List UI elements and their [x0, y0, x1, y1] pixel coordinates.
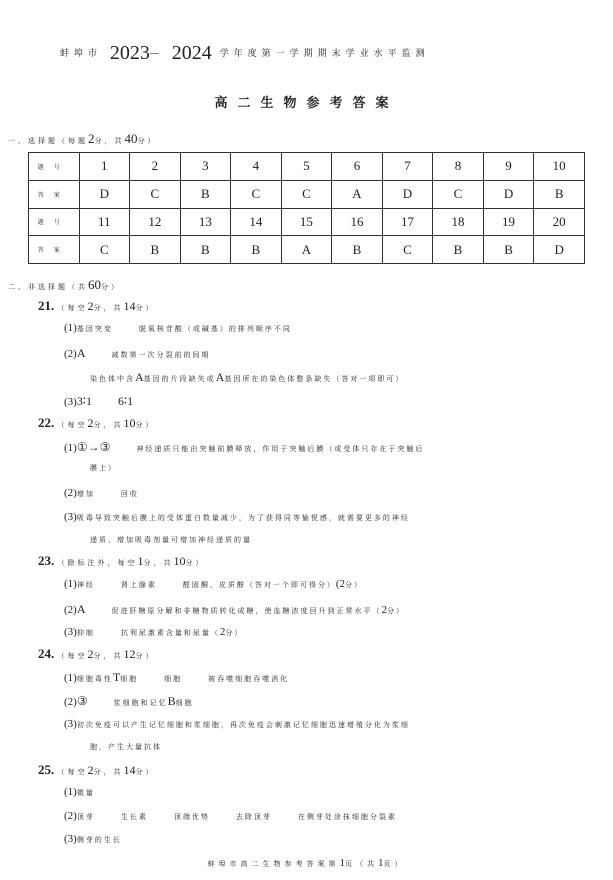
answer-text: 递质，增加吸毒剂量可增加神经递质的量	[90, 536, 252, 544]
answer-text: 染色体中含	[90, 375, 135, 383]
q21-part1	[64, 322, 292, 334]
table-cell: B	[483, 236, 534, 264]
table-cell: B	[534, 180, 585, 208]
page-title: 高二生物参考答案	[214, 96, 399, 111]
meta-text: 分，共	[93, 768, 124, 776]
section1-per: 2	[88, 131, 95, 146]
part-number: (2)	[64, 487, 77, 499]
answer-text: A	[135, 370, 144, 384]
table-cell: C	[382, 236, 433, 264]
answer-text: 醛固酮、皮质醇（答对一个即可得分）	[182, 581, 336, 589]
part-number: (2)	[64, 348, 77, 360]
table-cell: 9	[483, 153, 534, 181]
q24-part1	[64, 670, 289, 685]
answer-text: 抑制	[76, 629, 95, 637]
header-city: 蚌埠市	[60, 49, 103, 59]
row-label-question: 题号	[29, 153, 80, 181]
meta-per: 2	[87, 763, 94, 777]
answer-text: 微量	[76, 789, 95, 797]
answer-text: 2	[381, 604, 387, 616]
table-cell: 12	[130, 208, 181, 236]
answer-text: 在侧芽处涂抹细胞分裂素	[297, 813, 397, 821]
part-number: (1)	[64, 322, 77, 334]
answer-text: 肾上腺素	[120, 581, 157, 589]
answer-text: A	[76, 602, 86, 616]
table-cell: D	[79, 180, 130, 208]
answer-text: 增加	[76, 490, 95, 498]
table-cell: B	[231, 236, 282, 264]
table-row	[29, 208, 585, 236]
part-number: (1)	[64, 578, 77, 590]
answer-text: 顶端优势	[173, 813, 210, 821]
meta-text: 分，共	[93, 652, 124, 660]
table-cell: A	[332, 180, 383, 208]
header-suffix: 学年度第一学期期末学业水平监测	[219, 49, 430, 59]
section-non-choice	[8, 277, 121, 293]
question-number: 22.	[38, 415, 55, 430]
answer-text: B	[167, 694, 176, 708]
answer-text: 胞，产生大量抗体	[90, 743, 162, 751]
answer-text: 吸毒导致突触后膜上的受体蛋白数量减少，为了获得同等愉悦感，就需要更多的神经	[76, 514, 410, 522]
answer-text: 2	[219, 626, 226, 638]
section1-total: 40	[124, 131, 138, 146]
q23-part2	[64, 602, 405, 617]
q24-part3-cont	[90, 742, 162, 752]
answer-text: A	[215, 370, 225, 384]
meta-total: 10	[173, 554, 186, 568]
meta-text: （每空	[57, 421, 88, 429]
answer-text: 分）	[345, 581, 363, 589]
part-number: (2)	[64, 810, 77, 822]
question-25-header	[38, 762, 156, 778]
q22-part3	[64, 511, 410, 523]
table-cell: C	[433, 180, 484, 208]
question-number: 21.	[38, 298, 55, 313]
table-cell: 17	[382, 208, 433, 236]
answer-text: 抗利尿激素含量和尿量（	[120, 629, 220, 637]
q21-part3	[64, 394, 133, 409]
answer-text: 膜上）	[90, 464, 117, 472]
answer-text: 侧芽的生长	[76, 836, 122, 844]
q21-part2-cont	[90, 370, 404, 385]
question-meta	[57, 416, 156, 430]
question-number: 25.	[38, 762, 55, 777]
q24-part3	[64, 718, 410, 730]
table-cell: 19	[483, 208, 534, 236]
meta-text: 分）	[135, 652, 156, 660]
table-cell: 1	[79, 153, 130, 181]
meta-text: 分）	[135, 768, 156, 776]
part-number: (3)	[64, 833, 77, 845]
answer-text: (2	[335, 578, 345, 590]
q22-part2	[64, 487, 139, 499]
footer-total: 1	[378, 857, 384, 869]
table-cell: B	[433, 236, 484, 264]
question-number: 23.	[38, 553, 55, 568]
part-number: (1)	[64, 672, 77, 684]
meta-per: 1	[137, 554, 144, 568]
answer-text: 分）	[387, 607, 405, 615]
q21-part2	[64, 346, 211, 361]
meta-text: 分，共	[143, 559, 174, 567]
table-cell: 7	[382, 153, 433, 181]
table-cell: 14	[231, 208, 282, 236]
meta-text: （每空	[57, 768, 88, 776]
meta-text: （每空	[57, 304, 88, 312]
footer-text: 蚌埠市高二生物参考答案第	[207, 860, 340, 868]
row-label-answer: 答案	[29, 236, 80, 264]
question-meta	[57, 647, 156, 661]
answer-text: ③	[76, 694, 88, 708]
meta-text: 分）	[185, 559, 206, 567]
table-cell: 16	[332, 208, 383, 236]
table-cell: B	[130, 236, 181, 264]
table-cell: 13	[180, 208, 231, 236]
answer-text: 基因的片段缺失或	[143, 375, 216, 383]
meta-text: 分，共	[93, 421, 124, 429]
answer-text: 细胞毒性	[76, 675, 113, 683]
answer-text: T	[112, 670, 121, 684]
table-cell: D	[483, 180, 534, 208]
footer-page: 1	[339, 857, 345, 869]
table-cell: 3	[180, 153, 231, 181]
meta-text: 分）	[135, 421, 156, 429]
meta-total: 12	[123, 647, 136, 661]
section1-prefix: 一、选择题（每题	[8, 137, 88, 145]
section-multiple-choice	[8, 131, 158, 147]
section2-prefix: 二、非选择题（共	[8, 283, 88, 291]
section2-total: 60	[88, 277, 101, 292]
table-cell: 18	[433, 208, 484, 236]
meta-text: （除标注外，每空	[57, 559, 138, 567]
table-cell: C	[79, 236, 130, 264]
table-row	[29, 180, 585, 208]
row-label-answer: 答案	[29, 180, 80, 208]
question-meta	[57, 299, 156, 313]
table-cell: C	[231, 180, 282, 208]
table-cell: B	[180, 180, 231, 208]
table-cell: 15	[281, 208, 332, 236]
question-22-header	[38, 415, 156, 431]
part-number: (2)	[64, 604, 77, 616]
table-cell: 2	[130, 153, 181, 181]
part-number: (1)	[64, 442, 77, 454]
part-number: (3)	[64, 511, 77, 523]
answer-text: 初次免疫可以产生记忆细胞和浆细胞，再次免疫会刺激记忆细胞迅速增殖分化为浆细	[76, 721, 410, 729]
table-cell: B	[180, 236, 231, 264]
header-year-start: 2023	[109, 42, 150, 64]
answer-text: 被吞噬细胞吞噬消化	[208, 675, 290, 683]
table-cell: 4	[231, 153, 282, 181]
answer-text: 神经递质只能由突触前膜释放，作用于突触后膜（或受体只存在于突触后	[136, 445, 425, 453]
answer-text: 促进肝糖原分解和非糖物质转化成糖，使血糖浓度回升到正常水平（	[111, 607, 382, 615]
answer-text: 6∶1	[117, 394, 134, 408]
question-number: 24.	[38, 646, 55, 661]
meta-total: 14	[123, 299, 136, 313]
answer-text: 浆细胞和记忆	[113, 699, 168, 707]
answer-text: 细胞	[175, 699, 194, 707]
answer-table	[28, 152, 585, 264]
part-number: (3)	[64, 626, 77, 638]
meta-text: （每空	[57, 652, 88, 660]
header-year-end: 2024	[171, 42, 212, 64]
q22-part1	[64, 440, 424, 455]
meta-per: 2	[87, 416, 94, 430]
table-cell: C	[281, 180, 332, 208]
table-cell: 10	[534, 153, 585, 181]
q23-part1	[64, 578, 363, 590]
answer-text: 神经	[76, 581, 95, 589]
q24-part2	[64, 694, 194, 709]
answer-text: 基因突变	[76, 325, 113, 333]
meta-total: 10	[123, 416, 136, 430]
answer-text: 分）	[225, 629, 244, 637]
footer-text: 页（共	[345, 860, 378, 868]
meta-total: 14	[123, 763, 136, 777]
question-meta	[57, 763, 156, 777]
table-cell: 20	[534, 208, 585, 236]
q23-part3	[64, 626, 243, 638]
q22-part3-cont	[90, 535, 252, 545]
question-23-header	[38, 553, 206, 569]
page-footer	[0, 857, 613, 869]
question-21-header	[38, 298, 156, 314]
exam-header	[60, 42, 430, 65]
answer-text: 3∶1	[76, 394, 92, 408]
answer-text: 生长素	[120, 813, 148, 821]
question-meta	[57, 554, 206, 568]
table-cell: 6	[332, 153, 383, 181]
part-number: (3)	[64, 396, 77, 408]
section1-end: 分）	[137, 137, 158, 145]
question-24-header	[38, 646, 156, 662]
meta-text: 分）	[135, 304, 156, 312]
row-label-question: 题号	[29, 208, 80, 236]
answer-text: A	[76, 346, 86, 360]
part-number: (3)	[64, 718, 77, 730]
answer-text: 细胞	[164, 675, 183, 683]
meta-per: 2	[87, 299, 94, 313]
meta-per: 2	[87, 647, 94, 661]
section1-mid: 分，共	[94, 137, 125, 145]
q25-part1	[64, 786, 95, 798]
table-cell: 8	[433, 153, 484, 181]
table-cell: C	[130, 180, 181, 208]
section2-end: 分）	[101, 283, 121, 291]
answer-text: 脱氧核苷酸（或碱基）的排列顺序不同	[138, 325, 292, 333]
answer-text: 去除顶芽	[235, 813, 272, 821]
answer-text: 减数第一次分裂前的间期	[111, 351, 211, 359]
answer-text: ①→③	[76, 440, 111, 454]
table-cell: 5	[281, 153, 332, 181]
part-number: (2)	[64, 696, 77, 708]
q25-part3	[64, 833, 122, 845]
table-cell: D	[534, 236, 585, 264]
answer-text: 基因所在的染色体整条缺失（答对一项即可）	[224, 375, 405, 383]
table-row	[29, 153, 585, 181]
table-row	[29, 236, 585, 264]
answer-text: 回收	[120, 490, 139, 498]
part-number: (1)	[64, 786, 77, 798]
table-cell: B	[332, 236, 383, 264]
table-cell: 11	[79, 208, 130, 236]
meta-text: 分，共	[93, 304, 124, 312]
answer-text: 细胞	[120, 675, 139, 683]
table-cell: D	[382, 180, 433, 208]
answer-text: 顶芽	[76, 813, 95, 821]
table-cell: A	[281, 236, 332, 264]
footer-text: 页）	[383, 860, 406, 868]
q22-part1-cont	[90, 463, 117, 473]
header-dash: —	[149, 49, 164, 59]
q25-part2	[64, 810, 397, 822]
